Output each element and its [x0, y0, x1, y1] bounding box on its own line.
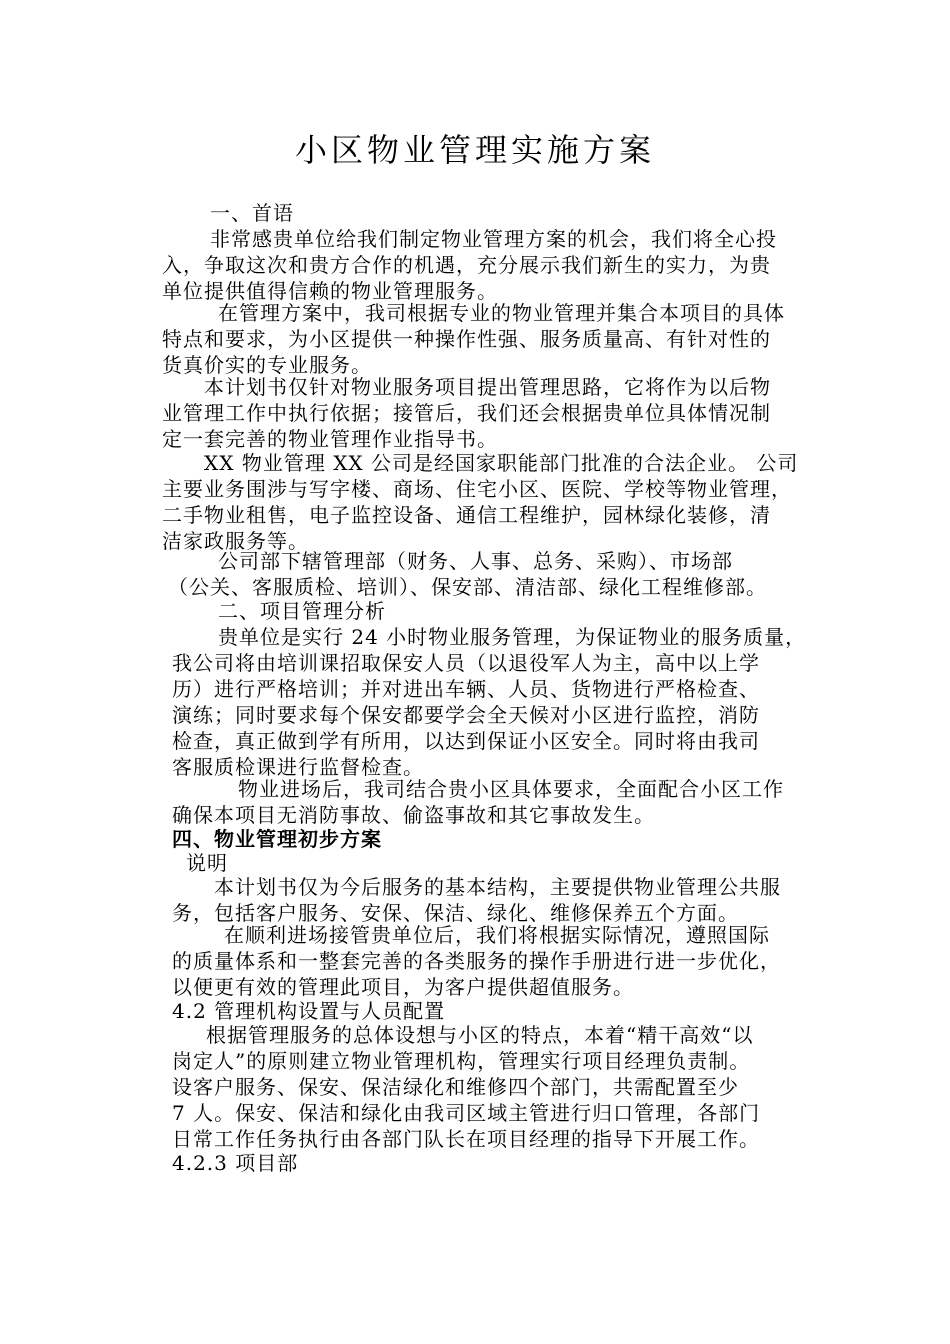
paragraph-line: 业管理工作中执行依据；接管后，我们还会根据贵单位具体情况制	[162, 401, 771, 425]
paragraph-line: 主要业务围涉与写字楼、商场、住宅小区、医院、学校等物业管理，	[162, 477, 792, 501]
paragraph-line: 定一套完善的物业管理作业指导书。	[162, 427, 498, 451]
paragraph-line: 日常工作任务执行由各部门队长在项目经理的指导下开展工作。	[172, 1127, 760, 1151]
paragraph-line: 确保本项目无消防事故、偷盗事故和其它事故发生。	[172, 803, 655, 827]
paragraph-line: 演练；同时要求每个保安都要学会全天候对小区进行监控，消防	[172, 703, 760, 727]
paragraph-line: 非常感贵单位给我们制定物业管理方案的机会，我们将全心投	[210, 227, 777, 251]
paragraph-line: 我公司将由培训课招取保安人员（以退役军人为主，高中以上学	[172, 651, 760, 675]
paragraph-line: 贵单位是实行 24 小时物业服务管理，为保证物业的服务质量，	[218, 625, 807, 649]
paragraph-line: 岗定人”的原则建立物业管理机构，管理实行项目经理负责制。	[172, 1049, 751, 1073]
paragraph-line: （公关、客服质检、培训）、保安部、清洁部、绿化工程维修部。	[168, 575, 767, 599]
paragraph-line: XX 物业管理 XX 公司是经国家职能部门批准的合法企业。 公司	[204, 451, 799, 475]
paragraph-line: 客服质检课进行监督检查。	[172, 755, 424, 779]
heading-analysis: 二、项目管理分析	[218, 599, 386, 623]
paragraph-line: 特点和要求，为小区提供一种操作性强、服务质量高、有针对性的	[162, 327, 771, 351]
paragraph-line: 公司部下辖管理部（财务、人事、总务、采购）、市场部	[218, 549, 733, 573]
paragraph-line: 历）进行严格培训；并对进出车辆、人员、货物进行严格检查、	[172, 677, 760, 701]
paragraph-line: 二手物业租售，电子监控设备、通信工程维护，园林绿化装修，清	[162, 503, 771, 527]
paragraph-line: 设客户服务、保安、保洁绿化和维修四个部门，共需配置至少	[172, 1075, 739, 1099]
paragraph-line: 单位提供值得信赖的物业管理服务。	[162, 279, 498, 303]
heading-intro: 一、首语	[210, 201, 294, 225]
paragraph-line: 7 人。保安、保洁和绿化由我司区域主管进行归口管理，各部门	[172, 1101, 761, 1125]
heading-plan: 四、物业管理初步方案	[172, 827, 382, 851]
paragraph-line: 的质量体系和一整套完善的各类服务的操作手册进行进一步优化，	[172, 949, 781, 973]
paragraph-line: 货真价实的专业服务。	[162, 353, 372, 377]
heading-section-4-2-3: 4.2.3 项目部	[172, 1151, 299, 1175]
heading-section-4-2: 4.2 管理机构设置与人员配置	[172, 999, 446, 1023]
paragraph-line: 务，包括客户服务、安保、保洁、绿化、维修保养五个方面。	[172, 901, 739, 925]
paragraph-line: 根据管理服务的总体设想与小区的特点，本着“精干高效“以	[206, 1023, 754, 1047]
paragraph-line: 本计划书仅针对物业服务项目提出管理思路，它将作为以后物	[204, 375, 771, 399]
paragraph-line: 本计划书仅为今后服务的基本结构，主要提供物业管理公共服	[214, 875, 781, 899]
document-title: 小区物业管理实施方案	[294, 131, 655, 169]
paragraph-line: 检查，真正做到学有所用，以达到保证小区安全。同时将由我司	[172, 729, 760, 753]
paragraph-line: 在顺利进场接管贵单位后，我们将根据实际情况，遵照国际	[224, 923, 770, 947]
subheading-note: 说明	[186, 851, 228, 875]
paragraph-line: 在管理方案中，我司根据专业的物业管理并集合本项目的具体	[218, 301, 785, 325]
paragraph-line: 入，争取这次和贵方合作的机遇，充分展示我们新生的实力，为贵	[162, 253, 771, 277]
paragraph-line: 洁家政服务等。	[162, 529, 309, 553]
paragraph-line: 以便更有效的管理此项目，为客户提供超值服务。	[172, 975, 634, 999]
paragraph-line: 物业进场后，我司结合贵小区具体要求，全面配合小区工作	[238, 777, 784, 801]
